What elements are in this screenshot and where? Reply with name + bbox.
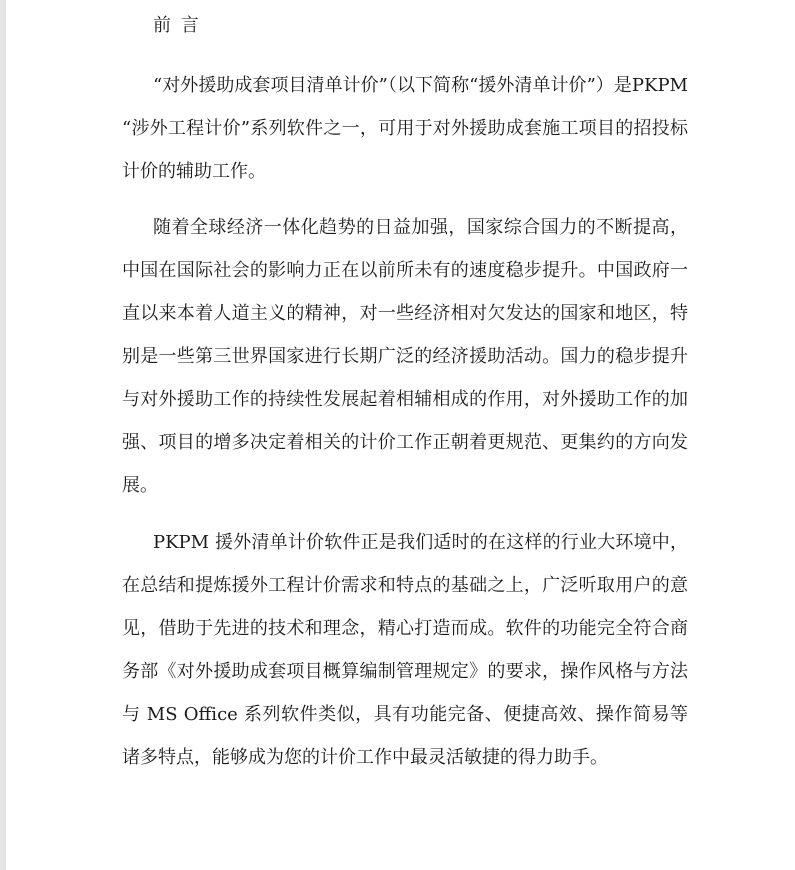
paragraph-background: 随着全球经济一体化趋势的日益加强，国家综合国力的不断提高，中国在国际社会的影响力正在以前所未有的速度稳步提升。中国政府一直以来本着人道主义的精神，对一些经济相对欠发达的国家和地区，特别是一些第三世界国家进行长期广泛的经济援助活动。国力的稳步提升与对外援助工作的持续性发展起着相辅相成的作用，对外援助工作的加强、项目的增多决定着相关的计价工作正朝着更规范、更集约的方向发展。 — [122, 217, 688, 496]
page-title: 前 言 — [153, 15, 201, 36]
page-left-edge — [0, 0, 6, 870]
paragraph-software: PKPM 援外清单计价软件正是我们适时的在这样的行业大环境中，在总结和提炼援外工程计价需求和特点的基础之上，广泛听取用户的意见，借助于先进的技术和理念，精心打造而成。软件的功能完全符合商务部《对外援助成套项目概算编制管理规定》的要求，操作风格与方法与 MS Office 系列软件类似，具有功能完备、便捷高效、操作简易等诸多特点，能够成为您的计价工作中最灵活敏捷的得力助手。 — [122, 532, 688, 768]
paragraph-intro: “对外援助成套项目清单计价”（以下简称“援外清单计价”）是PKPM “涉外工程计价”系列软件之一，可用于对外援助成套施工项目的招投标计价的辅助工作。 — [122, 75, 688, 182]
